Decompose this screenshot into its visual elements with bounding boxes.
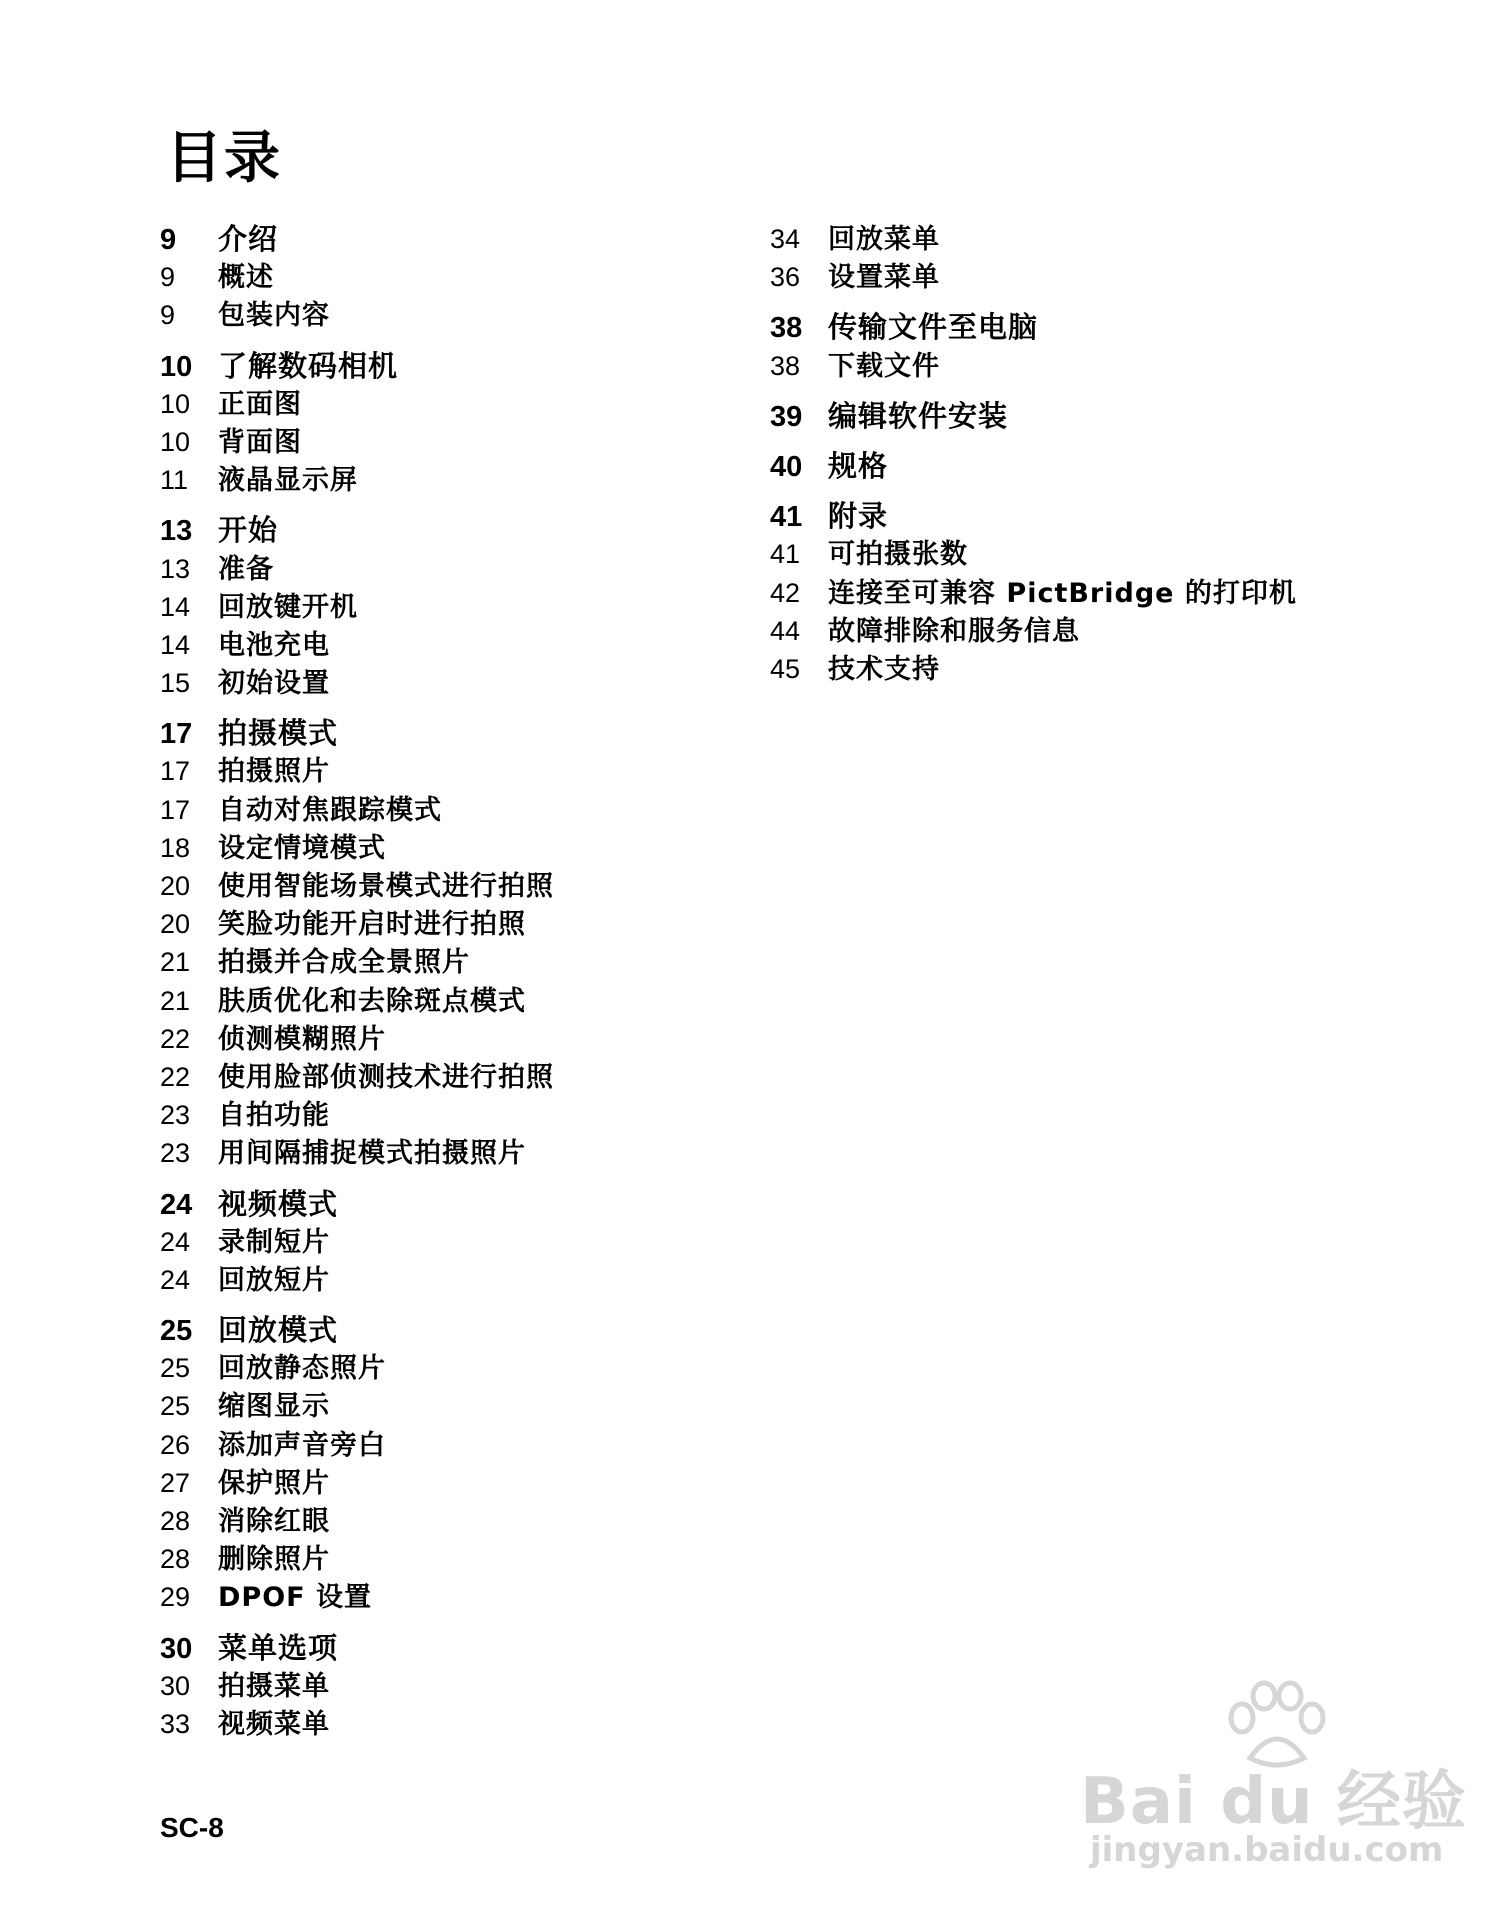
toc-entry-title: 拍摄模式 — [218, 716, 339, 751]
toc-entry — [770, 258, 1470, 296]
toc-entry — [770, 535, 1470, 573]
toc-section — [770, 447, 1470, 485]
toc-entry-title: 笑脸功能开启时进行拍照 — [218, 909, 526, 941]
toc-page-number: 13 — [160, 515, 193, 548]
toc-entry — [770, 650, 1470, 688]
toc-entry — [770, 612, 1470, 650]
toc-page-number: 41 — [770, 501, 803, 534]
toc-section — [770, 220, 1470, 296]
toc-entry-title: 肤质优化和去除斑点模式 — [218, 985, 526, 1017]
toc-entry — [160, 1387, 780, 1425]
toc-heading — [160, 220, 780, 258]
toc-entry-title: 了解数码相机 — [218, 348, 399, 383]
toc-entry — [770, 220, 1470, 258]
toc-entry-title: 拍摄菜单 — [218, 1670, 330, 1702]
toc-entry-title: 设置菜单 — [828, 262, 940, 294]
toc-page-number: 30 — [160, 1632, 193, 1665]
toc-section — [160, 1629, 780, 1744]
baidu-watermark — [1070, 1680, 1470, 1880]
toc-entry-title: 消除红眼 — [218, 1506, 330, 1537]
toc-page-number: 25 — [160, 1391, 191, 1422]
toc-entry-title: 准备 — [218, 553, 274, 585]
toc-entry — [160, 1667, 780, 1705]
toc-entry-title: 电池充电 — [218, 629, 330, 661]
toc-page-number: 24 — [160, 1188, 193, 1221]
toc-page-number: 14 — [160, 629, 191, 660]
toc-page-number: 13 — [160, 553, 191, 584]
toc-entry-title: 介绍 — [218, 222, 279, 256]
toc-entry-title: 保护照片 — [218, 1467, 330, 1499]
toc-entry-title: 拍摄并合成全景照片 — [218, 947, 470, 979]
toc-entry-title: 添加声音旁白 — [218, 1429, 386, 1461]
toc-page-number: 27 — [160, 1467, 191, 1498]
toc-section — [160, 220, 780, 335]
toc-page-number: 23 — [160, 1100, 191, 1131]
toc-entry — [160, 588, 780, 626]
toc-entry — [160, 1426, 780, 1464]
toc-entry — [160, 461, 780, 499]
toc-page-number: 21 — [160, 947, 191, 978]
toc-page-number: 36 — [770, 262, 801, 293]
toc-entry — [770, 347, 1470, 385]
toc-entry-title: 开始 — [218, 513, 279, 548]
toc-entry — [160, 423, 780, 461]
toc-entry-title: 技术支持 — [828, 653, 940, 685]
toc-entry-title: 可拍摄张数 — [828, 539, 968, 571]
toc-entry-title: 设定情境模式 — [218, 832, 386, 864]
toc-page-number: 30 — [160, 1670, 191, 1701]
toc-heading — [770, 497, 1470, 535]
toc-page-number: 39 — [770, 400, 803, 433]
toc-entry-title: 故障排除和服务信息 — [828, 615, 1080, 647]
toc-section — [160, 347, 780, 500]
toc-heading — [770, 397, 1470, 435]
toc-column-right — [770, 220, 1470, 700]
toc-entry-title: 回放短片 — [218, 1264, 330, 1296]
toc-page-number: 17 — [160, 756, 191, 787]
toc-page-number: 23 — [160, 1138, 191, 1169]
toc-entry — [160, 943, 780, 981]
toc-page-number: 28 — [160, 1506, 191, 1536]
toc-heading — [770, 308, 1470, 346]
toc-entry — [160, 296, 780, 334]
toc-heading — [160, 511, 780, 549]
toc-entry-title: 用间隔捕捉模式拍摄照片 — [218, 1138, 526, 1170]
toc-page-number: 20 — [160, 909, 191, 940]
toc-entry-title: 菜单选项 — [218, 1630, 339, 1665]
toc-page-number: 22 — [160, 1061, 191, 1092]
toc-entry — [160, 867, 780, 905]
toc-page-number: 33 — [160, 1708, 191, 1739]
toc-section — [160, 1311, 780, 1617]
toc-entry-title: 背面图 — [218, 426, 302, 458]
toc-page-number: 17 — [160, 718, 193, 751]
toc-entry — [160, 1058, 780, 1096]
toc-page-number: 20 — [160, 871, 191, 901]
toc-page-number: 17 — [160, 794, 191, 825]
toc-page-number: 14 — [160, 591, 191, 622]
toc-entry-title: 正面图 — [218, 388, 302, 420]
toc-entry-title: DPOF 设置 — [218, 1582, 372, 1614]
toc-heading — [160, 1185, 780, 1223]
toc-entry — [160, 829, 780, 867]
toc-heading — [160, 347, 780, 385]
toc-entry — [160, 1502, 780, 1540]
page-title: 目录 — [166, 126, 282, 191]
toc-page-number: 28 — [160, 1544, 191, 1575]
toc-page-number: 22 — [160, 1023, 191, 1054]
toc-entry — [160, 1223, 780, 1261]
toc-entry-title: 初始设置 — [218, 668, 330, 700]
toc-section — [160, 714, 780, 1172]
toc-entry-title: 规格 — [828, 448, 889, 483]
toc-entry-title: 侦测模糊照片 — [218, 1023, 386, 1055]
toc-entry-title: 下载文件 — [828, 350, 940, 382]
toc-page-number: 25 — [160, 1353, 191, 1384]
toc-entry-title: 自动对焦跟踪模式 — [218, 794, 442, 826]
toc-entry-title: 传输文件至电脑 — [828, 310, 1039, 345]
toc-section — [770, 497, 1470, 688]
toc-entry — [160, 1705, 780, 1743]
toc-entry-title: 包装内容 — [218, 300, 330, 332]
toc-section — [770, 308, 1470, 384]
toc-section — [160, 1185, 780, 1300]
toc-entry — [160, 664, 780, 702]
toc-entry-title: 概述 — [218, 262, 274, 294]
toc-entry-title: 使用智能场景模式进行拍照 — [218, 871, 554, 902]
toc-entry-title: 使用脸部侦测技术进行拍照 — [218, 1061, 554, 1093]
toc-page-number: 42 — [770, 577, 801, 608]
toc-page-number: 9 — [160, 262, 176, 293]
toc-page-number: 40 — [770, 450, 803, 483]
toc-entry-title: 回放键开机 — [218, 591, 358, 623]
toc-page-number: 34 — [770, 224, 801, 254]
toc-entry — [160, 791, 780, 829]
toc-heading — [160, 1629, 780, 1667]
page-number-footer: SC-8 — [160, 1812, 224, 1843]
toc-entry-title: 连接至可兼容 PictBridge 的打印机 — [828, 577, 1297, 609]
toc-entry — [160, 982, 780, 1020]
toc-entry-title: 回放静态照片 — [218, 1353, 386, 1385]
toc-page-number: 10 — [160, 350, 193, 383]
toc-heading — [770, 447, 1470, 485]
toc-page-number: 26 — [160, 1429, 191, 1460]
toc-page-number: 29 — [160, 1582, 191, 1613]
toc-heading — [160, 1311, 780, 1349]
toc-page-number: 10 — [160, 388, 191, 419]
toc-entry — [770, 574, 1470, 612]
toc-entry — [160, 1464, 780, 1502]
toc-entry — [160, 1134, 780, 1172]
toc-page-number: 25 — [160, 1315, 193, 1348]
toc-entry-title: 附录 — [828, 499, 889, 534]
toc-page-number: 38 — [770, 350, 801, 381]
toc-column-left — [160, 220, 780, 1755]
toc-page-number: 24 — [160, 1264, 191, 1295]
toc-entry — [160, 1096, 780, 1134]
toc-entry-title: 液晶显示屏 — [218, 465, 358, 497]
toc-page-number: 45 — [770, 653, 801, 684]
toc-page-number: 15 — [160, 668, 191, 699]
baidu-url: jingyan.baidu.com — [1090, 1830, 1444, 1870]
toc-entry-title: 录制短片 — [218, 1226, 330, 1258]
toc-entry — [160, 1349, 780, 1387]
toc-page-number: 10 — [160, 426, 191, 457]
toc-section — [160, 511, 780, 702]
toc-page-number: 11 — [160, 465, 189, 496]
toc-entry — [160, 626, 780, 664]
toc-page-number: 21 — [160, 985, 191, 1016]
toc-entry-title: 回放菜单 — [828, 224, 940, 255]
toc-entry — [160, 385, 780, 423]
toc-page-number: 9 — [160, 224, 177, 256]
toc-entry — [160, 1578, 780, 1616]
toc-entry — [160, 1540, 780, 1578]
toc-entry-title: 自拍功能 — [218, 1100, 330, 1132]
toc-entry-title: 编辑软件安装 — [828, 398, 1009, 433]
toc-section — [770, 397, 1470, 435]
toc-entry-title: 回放模式 — [218, 1313, 339, 1348]
toc-page-number: 38 — [770, 312, 803, 345]
toc-entry — [160, 258, 780, 296]
toc-entry — [160, 1261, 780, 1299]
toc-page-number: 44 — [770, 615, 801, 646]
toc-entry — [160, 905, 780, 943]
toc-entry — [160, 752, 780, 790]
toc-page-number: 24 — [160, 1226, 191, 1257]
toc-entry — [160, 550, 780, 588]
toc-heading — [160, 714, 780, 752]
toc-page-number: 18 — [160, 832, 191, 863]
toc-entry-title: 删除照片 — [218, 1544, 330, 1576]
toc-page-number: 9 — [160, 300, 176, 331]
baidu-logo-text: Bai du 经验 — [1080, 1765, 1467, 1839]
toc-page-number: 41 — [770, 539, 801, 570]
toc-entry-title: 缩图显示 — [218, 1391, 330, 1423]
toc-entry-title: 视频模式 — [218, 1186, 339, 1221]
toc-entry — [160, 1020, 780, 1058]
toc-entry-title: 拍摄照片 — [218, 756, 330, 788]
toc-entry-title: 视频菜单 — [218, 1708, 330, 1740]
